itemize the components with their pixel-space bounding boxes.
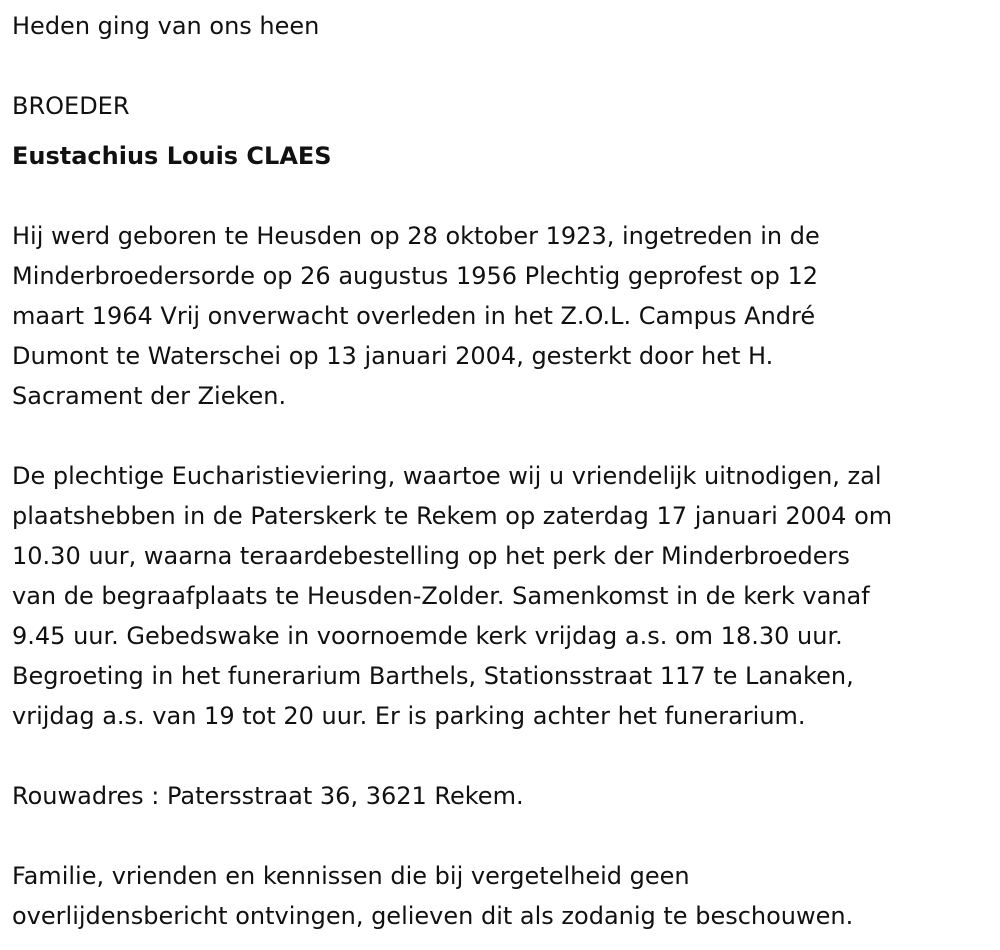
paragraph-line: 10.30 uur, waarna teraardebestelling op het perk der Minderbroeders [12,542,850,570]
paragraph-line: Minderbroedersorde op 26 augustus 1956 Plechtig geprofest op 12 [12,262,819,290]
intro-text: Heden ging van ons heen [12,12,320,40]
paragraph-line: overlijdensbericht ontvingen, gelieven dit als zodanig te beschouwen. [12,902,854,930]
paragraph [12,456,892,736]
paragraph-line: De plechtige Eucharistieviering, waartoe wij u vriendelijk uitnodigen, zal [12,462,882,490]
deceased-name: Eustachius Louis CLAES [12,142,332,170]
paragraph-line: vrijdag a.s. van 19 tot 20 uur. Er is parking achter het funerarium. [12,702,806,730]
paragraph [12,776,892,816]
paragraph-line: maart 1964 Vrij onverwacht overleden in het Z.O.L. Campus André [12,302,816,330]
paragraph-line: Dumont te Waterschei op 13 januari 2004, gesterkt door het H. [12,342,774,370]
paragraph-line: 9.45 uur. Gebedswake in voornoemde kerk vrijdag a.s. om 18.30 uur. [12,622,843,650]
paragraph-line: van de begraafplaats te Heusden-Zolder. Samenkomst in de kerk vanaf [12,582,870,610]
paragraph [12,216,892,416]
paragraph [12,856,892,936]
paragraph-line: Hij werd geboren te Heusden op 28 oktober 1923, ingetreden in de [12,222,820,250]
paragraph-line: plaatshebben in de Paterskerk te Rekem op zaterdag 17 januari 2004 om [12,502,893,530]
paragraph-line: Sacrament der Zieken. [12,382,287,410]
title-text: BROEDER [12,92,130,120]
obituary-document [12,6,892,936]
paragraph-line: Begroeting in het funerarium Barthels, Stationsstraat 117 te Lanaken, [12,662,854,690]
paragraph-line: Rouwadres : Patersstraat 36, 3621 Rekem. [12,782,524,810]
paragraph-line: Familie, vrienden en kennissen die bij vergetelheid geen [12,862,690,890]
